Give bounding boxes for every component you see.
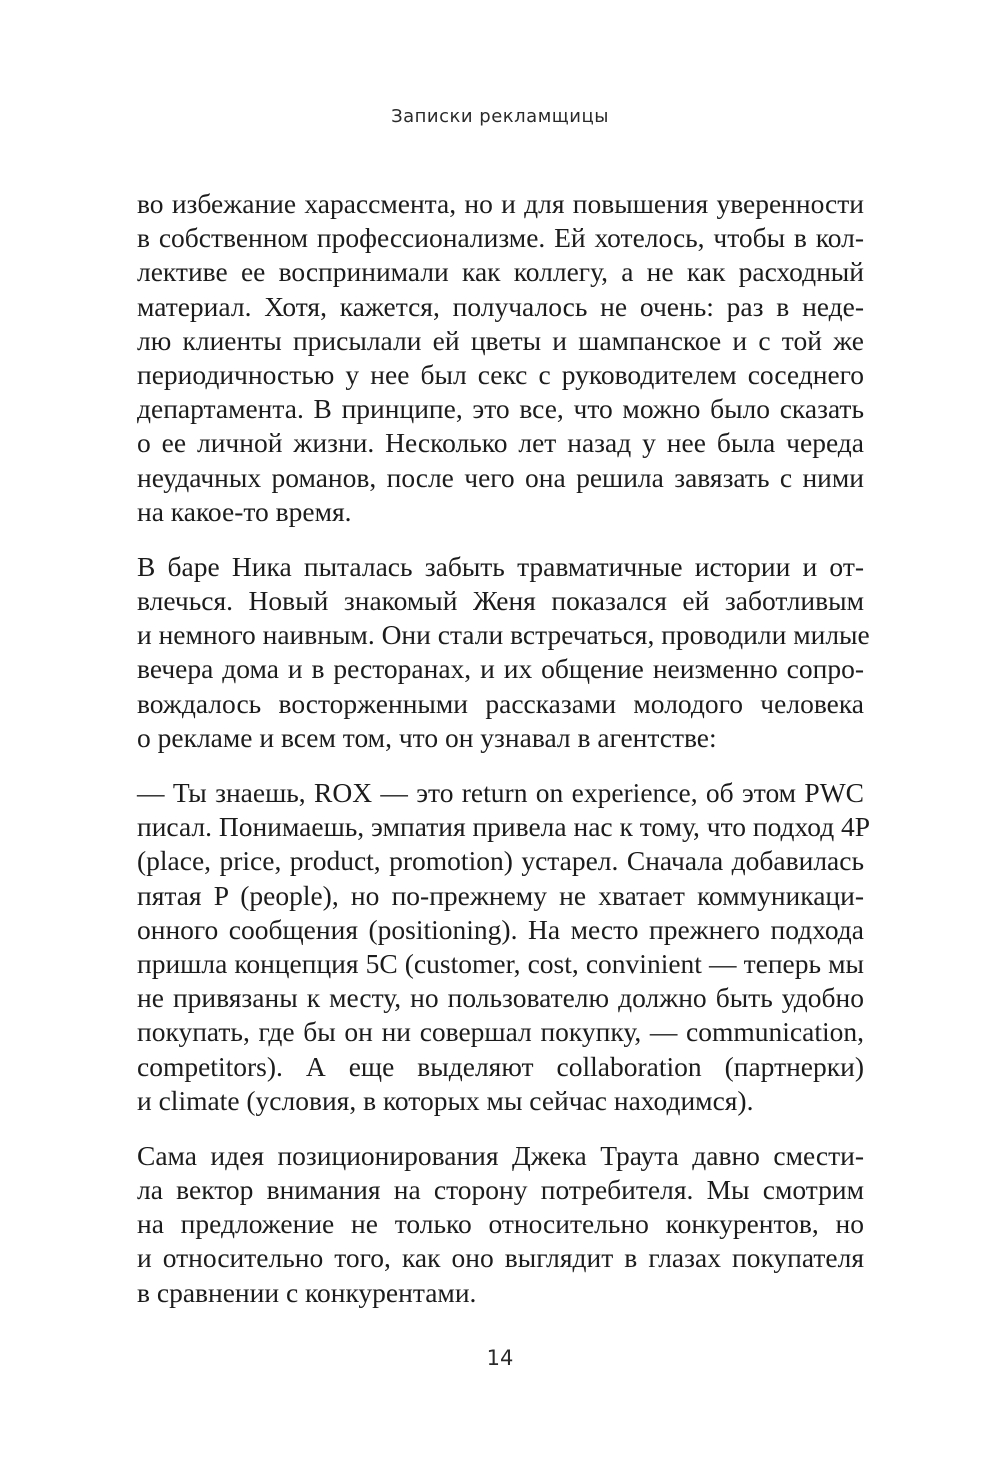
text-line: лю клиенты присылали ей цветы и шампанское и с той же xyxy=(137,324,864,356)
paragraph-2 xyxy=(137,550,870,755)
text-line: периодичностью у нее был секс с руководителем соседнего xyxy=(137,358,864,390)
text-line: в сравнении с конкурентами. xyxy=(137,1276,477,1308)
text-line: (place, price, product, promotion) устарел. Сначала добавилась xyxy=(137,845,864,877)
text-line: во избежание харассмента, но и для повышения уверенности xyxy=(137,188,864,219)
text-line: не привязаны к месту, но пользователю должно быть удобно xyxy=(137,982,864,1014)
text-line: Сама идея позиционирования Джека Траута давно смести- xyxy=(137,1139,864,1171)
text-line: — Ты знаешь, ROX — это return on experience, об этом PWC xyxy=(137,777,864,808)
text-line: В баре Ника пыталась забыть травматичные истории и от- xyxy=(137,550,864,582)
paragraph-3 xyxy=(137,776,871,1118)
text-line: вечера дома и в ресторанах, и их общение неизменно сопро- xyxy=(137,653,864,685)
body-text xyxy=(137,187,871,1310)
paragraph-gap xyxy=(137,1118,864,1139)
page-number: 14 xyxy=(486,1346,514,1370)
text-line: в собственном профессионализме. Ей хотелось, чтобы в кол- xyxy=(137,222,864,254)
text-line: лективе ее воспринимали как коллегу, а не как расходный xyxy=(137,256,864,288)
text-line: competitors). А еще выделяют collaboration (партнерки) xyxy=(137,1050,864,1082)
text-line: и немного наивным. Они стали встречаться, проводили милые xyxy=(137,619,870,651)
running-header: Записки рекламщицы xyxy=(391,106,609,127)
text-line: о ее личной жизни. Несколько лет назад у нее была череда xyxy=(137,427,864,459)
text-line: на какое-то время. xyxy=(137,495,352,527)
text-line: и относительно того, как оно выглядит в глазах покупателя xyxy=(137,1242,864,1274)
text-line: ла вектор внимания на сторону потребителя. Мы смотрим xyxy=(137,1174,864,1206)
text-line: пришла концепция 5C (customer, cost, convinient — теперь мы xyxy=(137,947,864,979)
text-line: на предложение не только относительно конкурентов, но xyxy=(137,1208,864,1240)
text-line: писал. Понимаешь, эмпатия привела нас к тому, что подход 4P xyxy=(137,811,871,843)
paragraph-1 xyxy=(137,187,864,529)
text-line: и climate (условия, в которых мы сейчас находимся). xyxy=(137,1084,754,1116)
text-line: пятая P (people), но по-прежнему не хватает коммуникаци- xyxy=(137,879,864,911)
text-line: департамента. В принципе, это все, что можно было сказать xyxy=(137,393,864,425)
text-line: материал. Хотя, кажется, получалось не очень: раз в неде- xyxy=(137,290,864,322)
paragraph-gap xyxy=(137,529,864,550)
text-line: неудачных романов, после чего она решила завязать с ними xyxy=(137,461,864,493)
text-line: онного сообщения (positioning). На место прежнего подхода xyxy=(137,913,864,945)
text-line: о рекламе и всем том, что он узнавал в агентстве: xyxy=(137,721,717,753)
text-line: вождалось восторженными рассказами молодого человека xyxy=(137,687,864,719)
text-line: покупать, где бы он ни совершал покупку, — communication, xyxy=(137,1016,864,1048)
paragraph-4 xyxy=(137,1139,864,1310)
text-line: влечься. Новый знакомый Женя показался ей заботливым xyxy=(137,585,864,617)
paragraph-gap xyxy=(137,755,864,776)
